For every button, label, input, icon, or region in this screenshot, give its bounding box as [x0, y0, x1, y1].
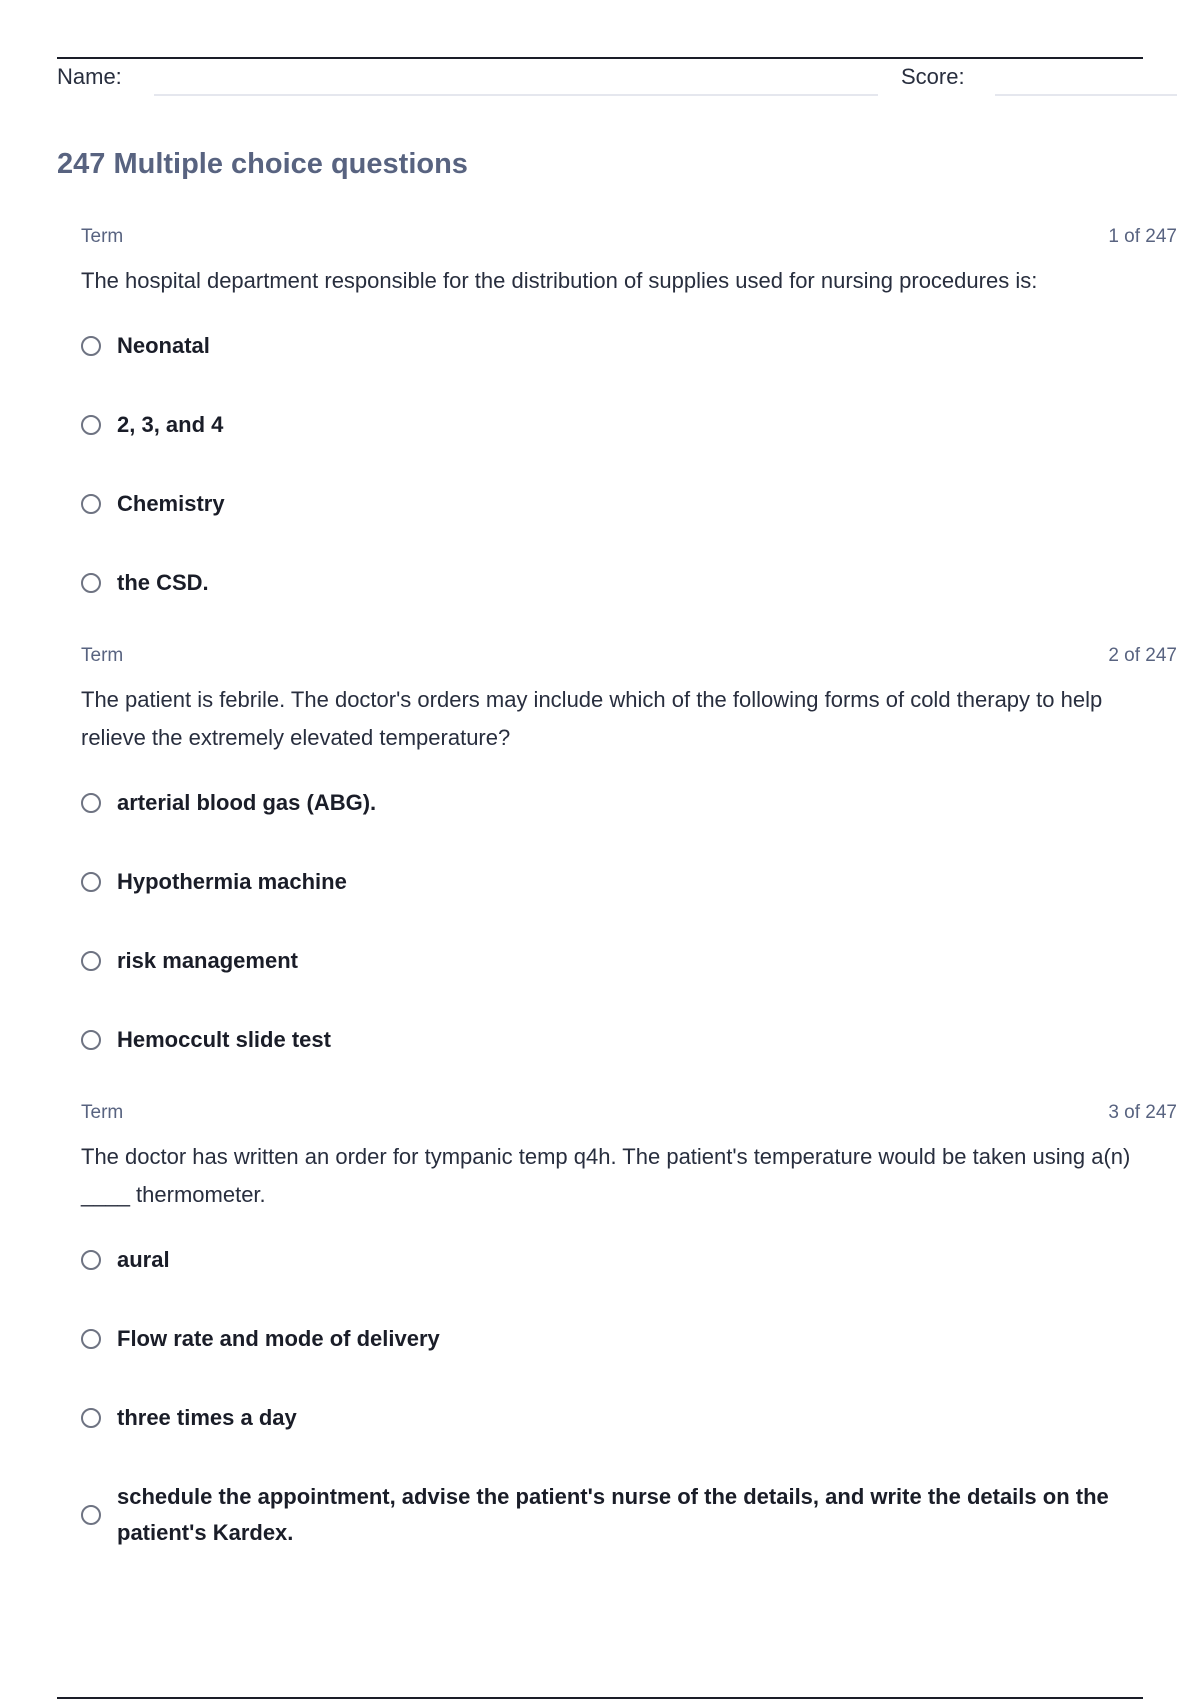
answer-option-label: risk management: [117, 948, 298, 973]
question-3: [81, 1102, 1177, 1551]
name-label: Name:: [57, 64, 122, 89]
question-header: [81, 226, 1177, 254]
term-label: Term: [81, 1102, 124, 1123]
question-counter: 2 of 247: [1108, 645, 1177, 666]
radio-button[interactable]: [81, 1030, 101, 1050]
answer-option[interactable]: [81, 943, 1177, 979]
term-label: Term: [81, 645, 124, 666]
answer-option-label: Hypothermia machine: [117, 869, 347, 894]
answer-options: [81, 328, 1177, 601]
question-text: The patient is febrile. The doctor's orders may include which of the following forms of cold therapy to help relieve the extremely elevated temperature?: [81, 687, 1103, 750]
answer-option[interactable]: [81, 864, 1177, 900]
radio-button[interactable]: [81, 573, 101, 593]
radio-button[interactable]: [81, 793, 101, 813]
page-title: 247 Multiple choice questions: [57, 148, 468, 180]
answer-option-label: arterial blood gas (ABG).: [117, 790, 377, 815]
question-list: [81, 226, 1177, 1551]
question-counter: 1 of 247: [1108, 226, 1177, 247]
answer-option[interactable]: [81, 1022, 1177, 1058]
score-field-line[interactable]: [995, 94, 1177, 96]
answer-option-label: Neonatal: [117, 333, 210, 358]
question-header: [81, 1102, 1177, 1130]
radio-button[interactable]: [81, 1250, 101, 1270]
question-1: [81, 226, 1177, 601]
answer-option-label: three times a day: [117, 1405, 297, 1430]
answer-option[interactable]: [81, 1479, 1177, 1551]
answer-option[interactable]: [81, 407, 1177, 443]
header-row: [57, 62, 1177, 102]
answer-option-label: the CSD.: [117, 570, 209, 595]
answer-option-label: 2, 3, and 4: [117, 412, 224, 437]
radio-button[interactable]: [81, 1329, 101, 1349]
bottom-rule: [57, 1697, 1143, 1699]
answer-option-label: schedule the appointment, advise the patient's nurse of the details, and write the details on the patient's Kardex.: [117, 1484, 1109, 1545]
answer-option-label: Flow rate and mode of delivery: [117, 1326, 440, 1351]
answer-option-label: Chemistry: [117, 491, 225, 516]
top-rule: [57, 57, 1143, 59]
question-2: [81, 645, 1177, 1058]
question-counter: 3 of 247: [1108, 1102, 1177, 1123]
answer-option[interactable]: [81, 1321, 1177, 1357]
answer-option[interactable]: [81, 328, 1177, 364]
answer-option[interactable]: [81, 565, 1177, 601]
radio-button[interactable]: [81, 415, 101, 435]
radio-button[interactable]: [81, 951, 101, 971]
question-text: The hospital department responsible for the distribution of supplies used for nursing procedures is:: [81, 268, 1038, 293]
answer-option-label: aural: [117, 1247, 170, 1272]
question-text: The doctor has written an order for tympanic temp q4h. The patient's temperature would be taken using a(n) ____ thermometer.: [81, 1144, 1131, 1207]
answer-option-label: Hemoccult slide test: [117, 1027, 331, 1052]
term-label: Term: [81, 226, 124, 247]
radio-button[interactable]: [81, 1408, 101, 1428]
answer-option[interactable]: [81, 785, 1177, 821]
answer-option[interactable]: [81, 1242, 1177, 1278]
question-header: [81, 645, 1177, 673]
radio-button[interactable]: [81, 494, 101, 514]
answer-options: [81, 785, 1177, 1058]
name-field-line[interactable]: [154, 94, 878, 96]
score-label: Score:: [901, 64, 965, 89]
answer-option[interactable]: [81, 1400, 1177, 1436]
radio-button[interactable]: [81, 872, 101, 892]
answer-options: [81, 1242, 1177, 1551]
radio-button[interactable]: [81, 336, 101, 356]
radio-button[interactable]: [81, 1505, 101, 1525]
answer-option[interactable]: [81, 486, 1177, 522]
